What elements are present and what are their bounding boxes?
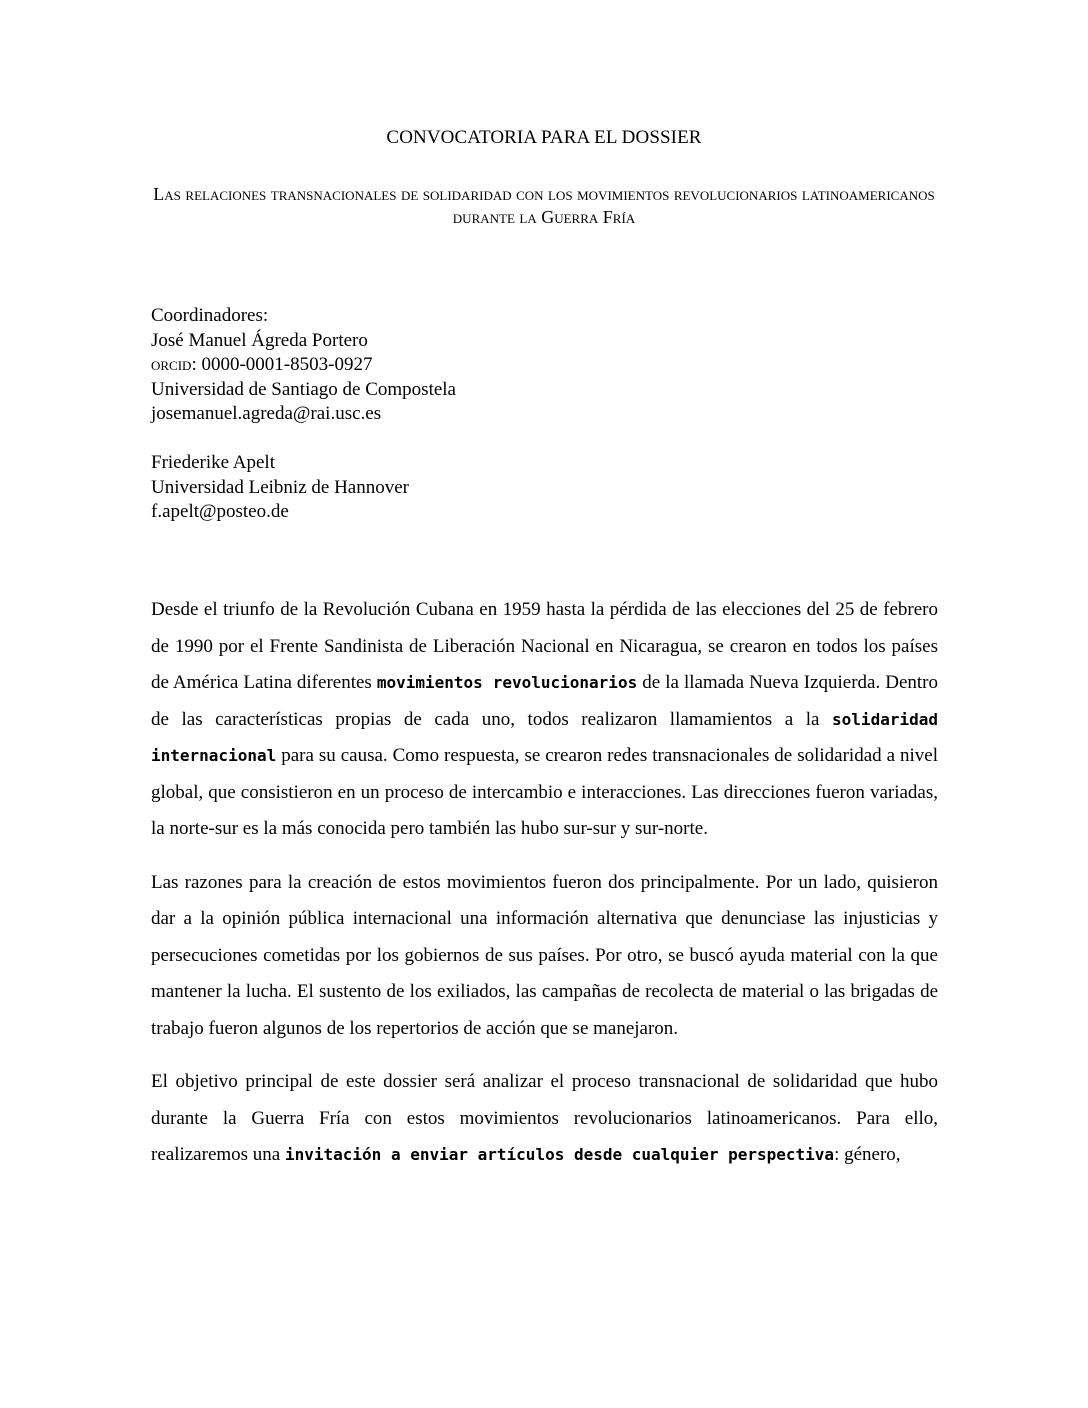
coordinator-email: josemanuel.agreda@rai.usc.es <box>151 403 382 424</box>
coordinators-spacer <box>151 427 456 452</box>
orcid-label: orcid <box>151 354 192 375</box>
document-title: CONVOCATORIA PARA EL DOSSIER <box>386 127 702 148</box>
coordinator-institution: Universidad Leibniz de Hannover <box>151 476 409 498</box>
paragraph-text: de la llamada Nueva Izquierda. Dentro de las características propias de cada uno, todos realizaron llamamientos a la <box>151 672 938 730</box>
paragraph-1 <box>151 592 938 848</box>
paragraph-3 <box>151 1064 938 1174</box>
orcid-value: : 0000-0001-8503-0927 <box>191 354 373 375</box>
paragraph-2: Las razones para la creación de estos movimientos fueron dos principalmente. Por un lado, quisieron dar a la opinión pública internacional una información alternativa que denunciase las injusticias y persecuciones cometidas por los gobiernos de sus países. Por otro, se buscó ayuda material con la que mantener la lucha. El sustento de los exiliados, las campañas de recolecta de material o las brigadas de trabajo fueron algunos de los repertorios de acción que se manejaron. <box>151 871 938 1039</box>
paragraph-text: para su causa. Como respuesta, se crearon redes transnacionales de solidaridad a nivel global, que consistieron en un proceso de intercambio e interacciones. Las direcciones fueron variadas, la norte-sur es la más conocida pero también las hubo sur-sur y sur-norte. <box>151 745 938 839</box>
bold-phrase: invitación a enviar artículos desde cualquier perspectiva <box>284 1145 835 1164</box>
coordinators-label: Coordinadores: <box>151 305 269 326</box>
coordinator-institution: Universidad de Santiago de Compostela <box>151 378 456 400</box>
coordinator-orcid <box>151 353 456 378</box>
coordinator-name: Friederike Apelt <box>151 452 275 473</box>
document-subtitle: Las relaciones transnacionales de solidaridad con los movimientos revolucionarios latinoamericanos durante la Guerra Fría <box>153 184 935 227</box>
paragraph-text: Desde el triunfo de la Revolución Cubana en 1959 hasta la pérdida de las elecciones del 25 de febrero de 1990 por el Frente Sandinista de Liberación Nacional en Nicaragua, se crearon en todos los países de América Latina diferentes <box>151 599 938 693</box>
coordinator-name: José Manuel Ágreda Portero <box>151 329 368 351</box>
body-text <box>151 592 938 1191</box>
bold-phrase: solidaridad internacional <box>151 709 938 765</box>
paragraph-text: : género, <box>834 1144 901 1165</box>
coordinator-email: f.apelt@posteo.de <box>151 501 289 522</box>
coordinators-block <box>151 304 456 525</box>
bold-phrase: movimientos revolucionarios <box>376 673 638 692</box>
paragraph-text: El objetivo principal de este dossier será analizar el proceso transnacional de solidaridad que hubo durante la Guerra Fría con estos movimientos revolucionarios latinoamericanos. Para ello, realizaremos una <box>151 1071 938 1165</box>
